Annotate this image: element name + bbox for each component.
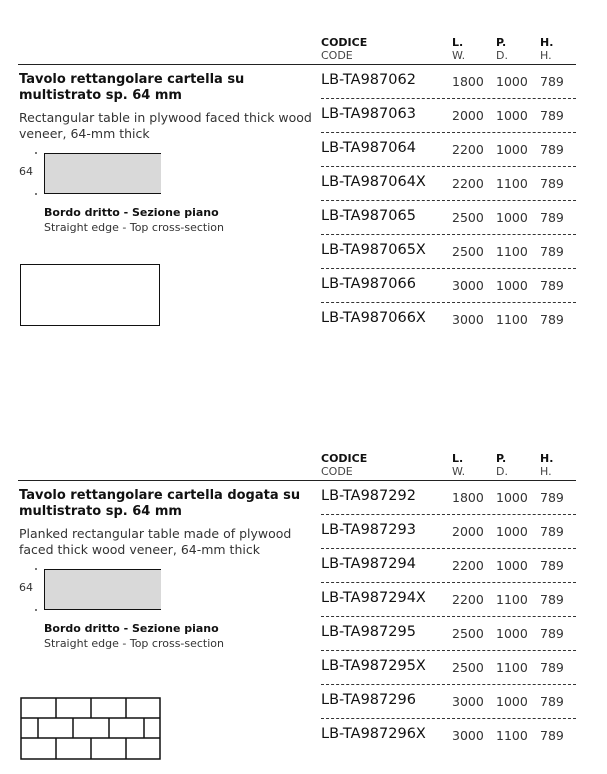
- depth-value: 1000: [496, 142, 528, 157]
- thickness-label: 64: [19, 581, 33, 594]
- height-value: 789: [540, 660, 564, 675]
- header-en: CODE: [321, 465, 353, 478]
- depth-value: 1100: [496, 244, 528, 259]
- cross-section-drawing: [44, 569, 161, 610]
- table-row: [321, 98, 576, 133]
- height-value: 789: [540, 74, 564, 89]
- depth-value: 1100: [496, 592, 528, 607]
- height-value: 789: [540, 312, 564, 327]
- height-value: 789: [540, 592, 564, 607]
- height-value: 789: [540, 176, 564, 191]
- depth-value: 1000: [496, 558, 528, 573]
- thickness-label: 64: [19, 165, 33, 178]
- depth-value: 1100: [496, 312, 528, 327]
- product-code: LB-TA987294X: [321, 590, 426, 606]
- column-header-w: [452, 452, 465, 478]
- table-row: [321, 268, 576, 303]
- table-top-plan-drawing: [20, 264, 160, 326]
- depth-value: 1000: [496, 490, 528, 505]
- table-row: [321, 650, 576, 685]
- header-it: H.: [540, 36, 554, 49]
- table-row: [321, 200, 576, 235]
- table-row: [321, 480, 576, 515]
- depth-value: 1100: [496, 660, 528, 675]
- product-code: LB-TA987065X: [321, 242, 426, 258]
- depth-value: 1000: [496, 278, 528, 293]
- product-title: Tavolo rettangolare cartella dogata su multistrato sp. 64 mm: [19, 488, 301, 519]
- header-it: H.: [540, 452, 554, 465]
- planked-top-plan-drawing: [20, 697, 162, 761]
- depth-value: 1000: [496, 108, 528, 123]
- product-code: LB-TA987296: [321, 692, 416, 708]
- height-value: 789: [540, 108, 564, 123]
- width-value: 1800: [452, 74, 484, 89]
- product-code: LB-TA987292: [321, 488, 416, 504]
- height-value: 789: [540, 490, 564, 505]
- width-value: 2200: [452, 176, 484, 191]
- height-value: 789: [540, 558, 564, 573]
- dimension-tick: [35, 152, 37, 154]
- product-code: LB-TA987295: [321, 624, 416, 640]
- width-value: 2500: [452, 210, 484, 225]
- height-value: 789: [540, 694, 564, 709]
- width-value: 2200: [452, 558, 484, 573]
- width-value: 2000: [452, 108, 484, 123]
- depth-value: 1100: [496, 728, 528, 743]
- product-code: LB-TA987294: [321, 556, 416, 572]
- width-value: 2200: [452, 592, 484, 607]
- header-it: L.: [452, 36, 464, 49]
- column-header-code: [321, 452, 367, 478]
- dimension-tick: [35, 568, 37, 570]
- product-code: LB-TA987296X: [321, 726, 426, 742]
- dimension-tick: [35, 193, 37, 195]
- dimension-tick: [35, 609, 37, 611]
- height-value: 789: [540, 278, 564, 293]
- header-en: D.: [496, 465, 508, 478]
- table-row: [321, 166, 576, 201]
- header-en: D.: [496, 49, 508, 62]
- table-row: [321, 132, 576, 167]
- table-row: [321, 302, 576, 336]
- header-it: P.: [496, 452, 507, 465]
- table-row: [321, 514, 576, 549]
- width-value: 3000: [452, 312, 484, 327]
- product-code: LB-TA987064X: [321, 174, 426, 190]
- height-value: 789: [540, 142, 564, 157]
- product-code: LB-TA987066X: [321, 310, 426, 326]
- depth-value: 1000: [496, 524, 528, 539]
- depth-value: 1000: [496, 210, 528, 225]
- header-en: W.: [452, 49, 466, 62]
- height-value: 789: [540, 626, 564, 641]
- product-section: [0, 36, 607, 346]
- product-section: [0, 452, 607, 762]
- height-value: 789: [540, 524, 564, 539]
- caption-en: Straight edge - Top cross-section: [44, 637, 225, 650]
- product-code: LB-TA987295X: [321, 658, 426, 674]
- product-description: Rectangular table in plywood faced thick wood veneer, 64-mm thick: [19, 110, 312, 141]
- table-row: [321, 616, 576, 651]
- height-value: 789: [540, 244, 564, 259]
- product-code: LB-TA987293: [321, 522, 416, 538]
- product-title: Tavolo rettangolare cartella su multistrato sp. 64 mm: [19, 72, 245, 103]
- caption-it: Bordo dritto - Sezione piano: [44, 206, 219, 219]
- header-it: L.: [452, 452, 464, 465]
- cross-section-drawing: [44, 153, 161, 194]
- column-header-w: [452, 36, 465, 62]
- table-row: [321, 548, 576, 583]
- height-value: 789: [540, 210, 564, 225]
- width-value: 3000: [452, 278, 484, 293]
- column-header-h: [540, 36, 553, 62]
- depth-value: 1000: [496, 74, 528, 89]
- header-it: CODICE: [321, 36, 368, 49]
- width-value: 2500: [452, 626, 484, 641]
- table-row: [321, 684, 576, 719]
- product-code: LB-TA987065: [321, 208, 416, 224]
- column-header-h: [540, 452, 553, 478]
- product-code: LB-TA987062: [321, 72, 416, 88]
- depth-value: 1100: [496, 176, 528, 191]
- header-en: CODE: [321, 49, 353, 62]
- header-en: W.: [452, 465, 466, 478]
- column-header-d: [496, 36, 508, 62]
- width-value: 3000: [452, 728, 484, 743]
- table-row: [321, 64, 576, 99]
- height-value: 789: [540, 728, 564, 743]
- width-value: 2200: [452, 142, 484, 157]
- table-row: [321, 234, 576, 269]
- width-value: 3000: [452, 694, 484, 709]
- depth-value: 1000: [496, 694, 528, 709]
- column-header-d: [496, 452, 508, 478]
- width-value: 1800: [452, 490, 484, 505]
- header-it: CODICE: [321, 452, 368, 465]
- table-row: [321, 582, 576, 617]
- product-code: LB-TA987064: [321, 140, 416, 156]
- column-header-code: [321, 36, 367, 62]
- caption-en: Straight edge - Top cross-section: [44, 221, 225, 234]
- header-en: H.: [540, 49, 552, 62]
- header-en: H.: [540, 465, 552, 478]
- width-value: 2500: [452, 660, 484, 675]
- product-description: Planked rectangular table made of plywood faced thick wood veneer, 64-mm thick: [19, 526, 292, 557]
- caption-it: Bordo dritto - Sezione piano: [44, 622, 219, 635]
- width-value: 2000: [452, 524, 484, 539]
- table-row: [321, 718, 576, 752]
- width-value: 2500: [452, 244, 484, 259]
- product-code: LB-TA987066: [321, 276, 416, 292]
- depth-value: 1000: [496, 626, 528, 641]
- product-code: LB-TA987063: [321, 106, 416, 122]
- header-it: P.: [496, 36, 507, 49]
